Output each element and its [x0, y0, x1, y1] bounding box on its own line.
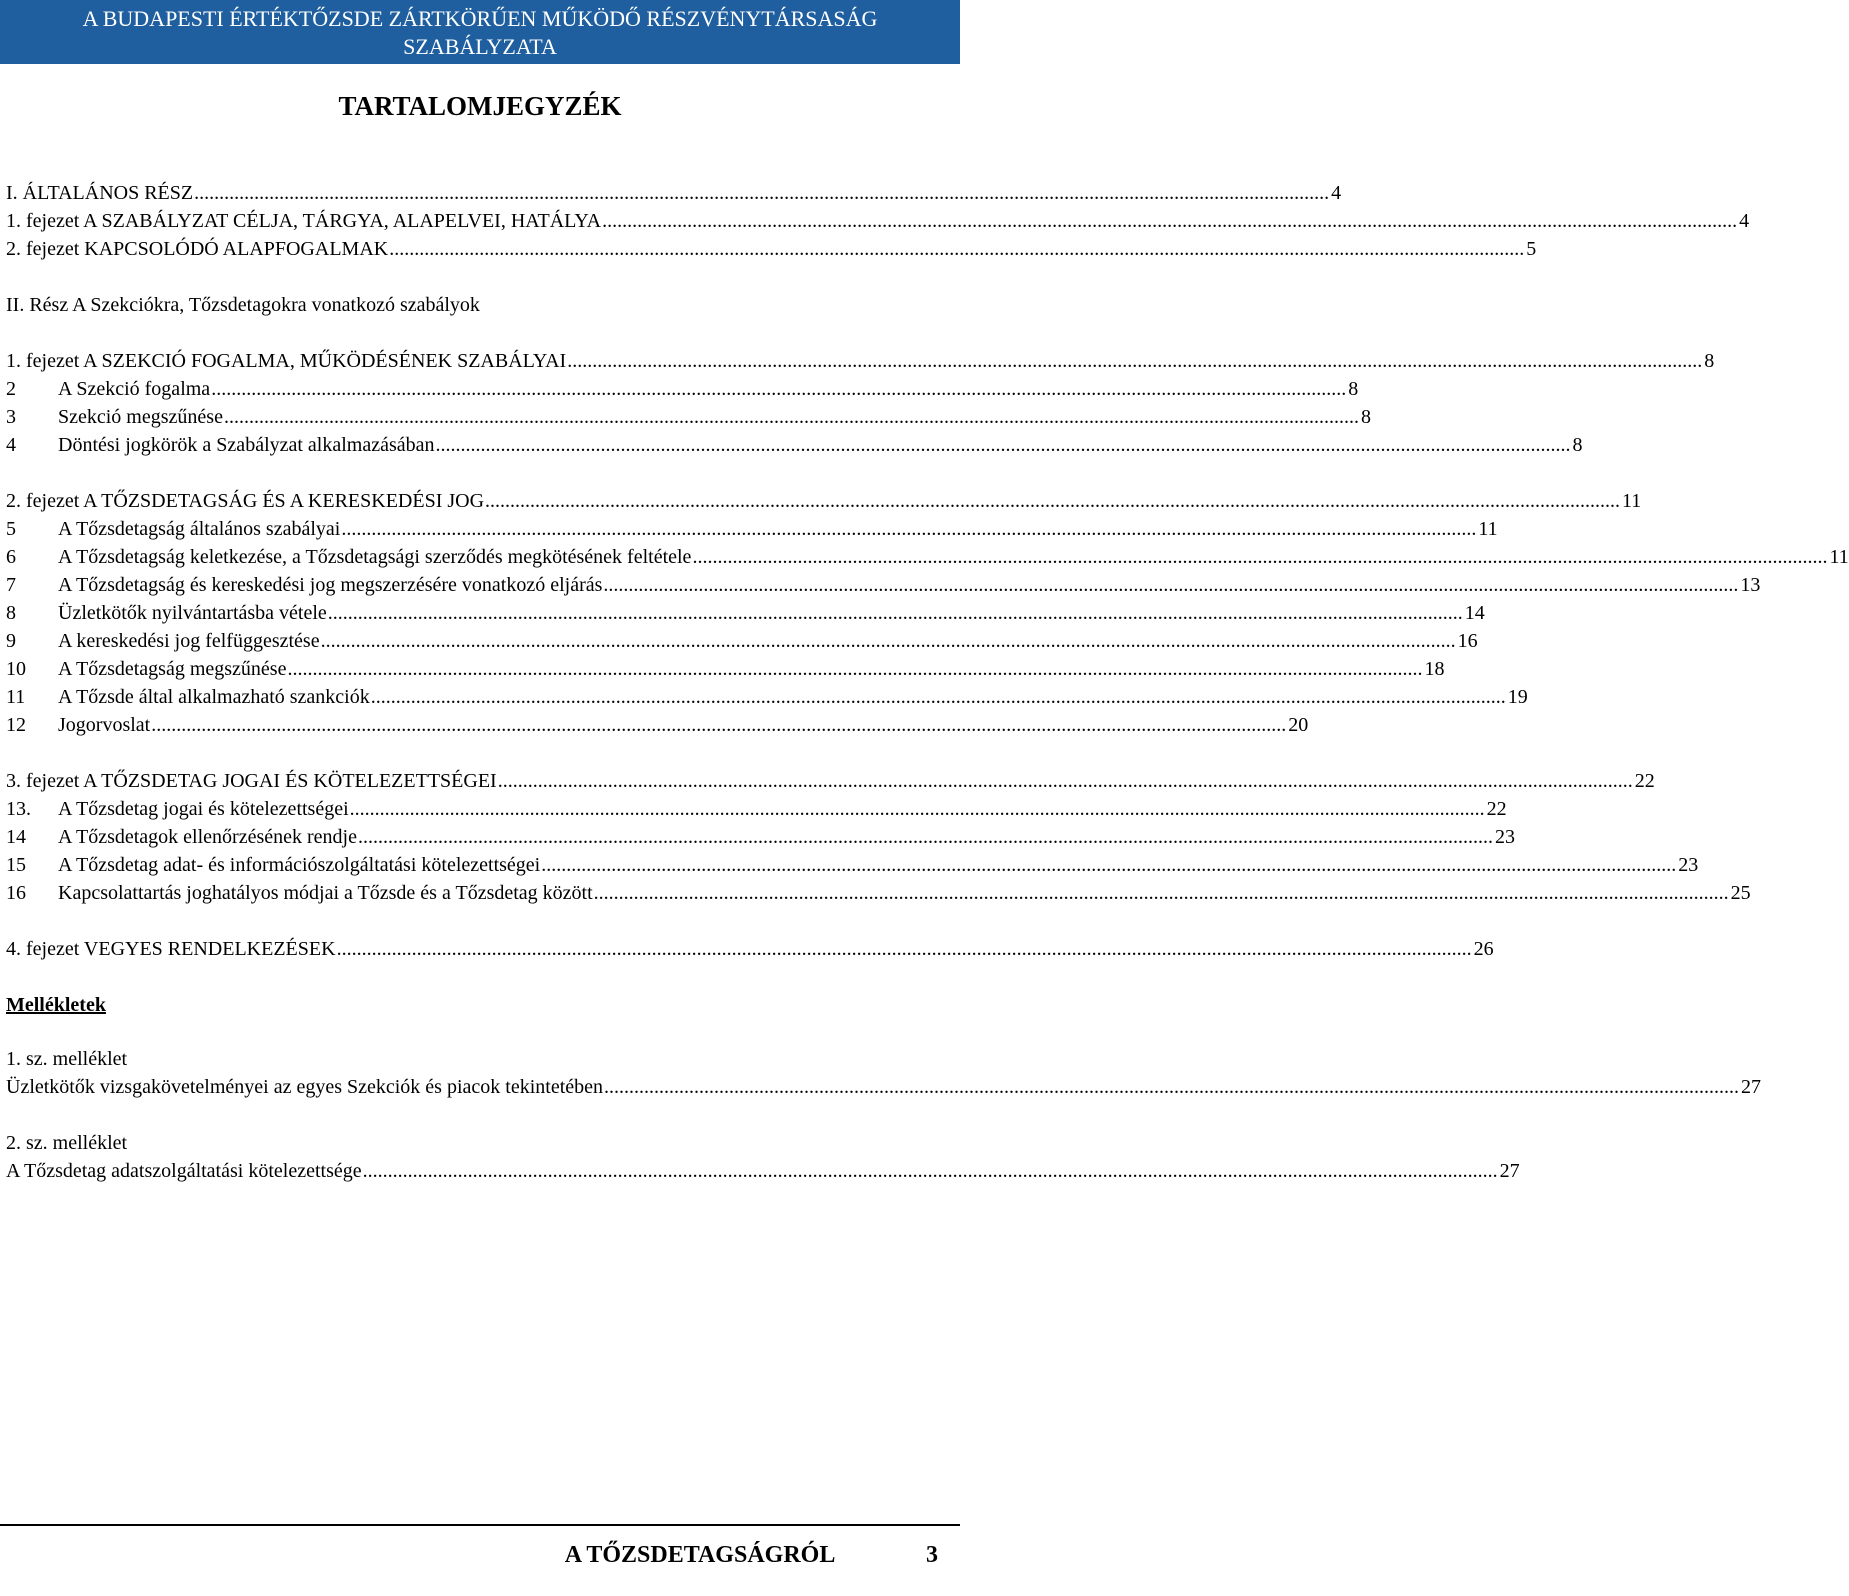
- toc-entry-s2[interactable]: [6, 376, 1359, 402]
- toc-entry-s13[interactable]: [6, 796, 1507, 822]
- dot-leader: [602, 208, 1737, 234]
- toc-entry-text: A Tőzsdetagok ellenőrzésének rendje: [58, 826, 357, 848]
- toc-entry-number: 9: [6, 630, 16, 652]
- toc-title: TARTALOMJEGYZÉK: [338, 91, 622, 121]
- toc-entry-page: 8: [1704, 350, 1715, 372]
- toc-entry-text: 2. fejezet KAPCSOLÓDÓ ALAPFOGALMAK: [6, 238, 389, 260]
- toc-entry-page: 27: [1499, 1160, 1520, 1182]
- toc-entry-page: 8: [1348, 378, 1359, 400]
- footer-divider: [0, 1524, 960, 1526]
- toc-entry-annex2[interactable]: [6, 1158, 1520, 1184]
- toc-entry-number: 13.: [6, 798, 31, 820]
- toc-entry-page: 22: [1634, 770, 1655, 792]
- dot-leader: [389, 236, 1524, 262]
- toc-entry-page: 27: [1741, 1076, 1762, 1098]
- toc-entry-page: 18: [1424, 658, 1445, 680]
- toc-entry-text: Döntési jogkörök a Szabályzat alkalmazásában: [58, 434, 435, 456]
- dot-leader: [151, 712, 1286, 738]
- dot-leader: [594, 880, 1729, 906]
- toc-entry-text: A kereskedési jog felfüggesztése: [58, 630, 320, 652]
- toc-entry-page: 8: [1572, 434, 1583, 456]
- toc-entry-text: A Tőzsdetag adat- és információszolgáltatási kötelezettségei: [58, 854, 541, 876]
- toc-entry-s6[interactable]: [6, 544, 1849, 570]
- toc-entry-s16[interactable]: [6, 880, 1751, 906]
- toc-entry-page: 26: [1473, 938, 1494, 960]
- toc-entry-text: I. ÁLTALÁNOS RÉSZ: [6, 182, 194, 204]
- dot-leader: [541, 852, 1676, 878]
- toc-entry-text: Kapcsolattartás joghatályos módjai a Tőzsde és a Tőzsdetag között: [58, 882, 593, 904]
- toc-entry-text: A Szekció fogalma: [58, 378, 211, 400]
- dot-leader: [287, 656, 1422, 682]
- toc-entry-number: 2: [6, 378, 16, 400]
- toc-entry-number: 11: [6, 686, 26, 708]
- toc-entry-page: 11: [1829, 546, 1849, 568]
- toc-entry-number: 14: [6, 826, 26, 848]
- footer-page-number: 3: [926, 1542, 938, 1568]
- toc-entry-text: A Tőzsdetag adatszolgáltatási kötelezettsége: [6, 1160, 362, 1182]
- toc-entry-page: 4: [1331, 182, 1342, 204]
- toc-entry-page: 20: [1288, 714, 1309, 736]
- toc-entry-ch1-2[interactable]: [6, 236, 1537, 262]
- toc-entry-ch2-2[interactable]: [6, 488, 1642, 514]
- dot-leader: [498, 768, 1633, 794]
- toc-entry-number: 6: [6, 546, 16, 568]
- toc-entry-text: 1. fejezet A SZABÁLYZAT CÉLJA, TÁRGYA, ALAPELVEI, HATÁLYA: [6, 210, 602, 232]
- dot-leader: [321, 628, 1456, 654]
- dot-leader: [371, 684, 1506, 710]
- toc-entry-page: 22: [1486, 798, 1507, 820]
- annexes-heading: Mellékletek: [6, 994, 106, 1016]
- header-title-line2: SZABÁLYZATA: [403, 34, 557, 59]
- toc-entry-text: Üzletkötők vizsgakövetelményei az egyes Szekciók és piacok tekintetében: [6, 1076, 604, 1098]
- toc-entry-number: 10: [6, 658, 26, 680]
- toc-entry-s11[interactable]: [6, 684, 1528, 710]
- toc-entry-ch2-3[interactable]: [6, 768, 1655, 794]
- toc-entry-s10[interactable]: [6, 656, 1445, 682]
- dot-leader: [341, 516, 1476, 542]
- toc-entry-text: 1. fejezet A SZEKCIÓ FOGALMA, MŰKÖDÉSÉNEK SZABÁLYAI: [6, 350, 567, 372]
- toc-entry-text: Szekció megszűnése: [58, 406, 223, 428]
- footer-title: A TŐZSDETAGSÁGRÓL: [564, 1542, 834, 1568]
- toc-entry-annex1[interactable]: [6, 1074, 1762, 1100]
- toc-entry-page: 5: [1526, 238, 1537, 260]
- toc-entry-page: 23: [1678, 854, 1699, 876]
- toc-entry-ch2-4[interactable]: [6, 936, 1494, 962]
- toc-entry-s12[interactable]: [6, 712, 1309, 738]
- dot-leader: [567, 348, 1702, 374]
- toc-entry-s5[interactable]: [6, 516, 1498, 542]
- toc-entry-number: 3: [6, 406, 16, 428]
- toc-entry-page: 14: [1464, 602, 1485, 624]
- toc-entry-text: A Tőzsdetagság általános szabályai: [58, 518, 341, 540]
- dot-leader: [363, 1158, 1498, 1184]
- toc-entry-page: 8: [1360, 406, 1371, 428]
- dot-leader: [603, 572, 1738, 598]
- toc-entry-number: 5: [6, 518, 16, 540]
- dot-leader: [337, 936, 1472, 962]
- toc-entry-ch1-1[interactable]: [6, 208, 1750, 234]
- toc-entry-page: 16: [1457, 630, 1478, 652]
- toc-entry-number: 12: [6, 714, 26, 736]
- dot-leader: [194, 180, 1329, 206]
- toc-entry-number: 7: [6, 574, 16, 596]
- toc-entry-text: A Tőzsdetagság és kereskedési jog megszerzésére vonatkozó eljárás: [58, 574, 603, 596]
- dot-leader: [692, 544, 1827, 570]
- toc-entry-s14[interactable]: [6, 824, 1515, 850]
- toc-entry-text: A Tőzsde által alkalmazható szankciók: [58, 686, 370, 708]
- toc-entry-ch2-1[interactable]: [6, 348, 1715, 374]
- toc-entry-text: A Tőzsdetagság megszűnése: [58, 658, 287, 680]
- dot-leader: [604, 1074, 1739, 1100]
- dot-leader: [328, 600, 1463, 626]
- toc-entry-number: 16: [6, 882, 26, 904]
- toc-entry-text: Jogorvoslat: [58, 714, 151, 736]
- toc-entry-text: Üzletkötők nyilvántartásba vétele: [58, 602, 327, 624]
- header-title-line1: A BUDAPESTI ÉRTÉKTŐZSDE ZÁRTKÖRŰEN MŰKÖDŐ RÉSZVÉNYTÁRSASÁG: [82, 6, 878, 31]
- toc-entry-text: 3. fejezet A TŐZSDETAG JOGAI ÉS KÖTELEZETTSÉGEI: [6, 770, 497, 792]
- toc-entry-part1[interactable]: [6, 180, 1342, 206]
- toc-entry-number: 8: [6, 602, 16, 624]
- toc-entry-page: 25: [1730, 882, 1751, 904]
- document-header-banner: [0, 0, 960, 64]
- toc-entry-s3[interactable]: [6, 404, 1371, 430]
- dot-leader: [436, 432, 1571, 458]
- toc-entry-text: A Tőzsdetag jogai és kötelezettségei: [58, 798, 349, 820]
- dot-leader: [211, 376, 1346, 402]
- toc-entry-number: 15: [6, 854, 26, 876]
- toc-entry-page: 11: [1622, 490, 1642, 512]
- annex1-label: 1. sz. melléklet: [6, 1048, 128, 1070]
- toc-entry-s4[interactable]: [6, 432, 1583, 458]
- toc-entry-s15[interactable]: [6, 852, 1699, 878]
- toc-entry-text: 2. fejezet A TŐZSDETAGSÁG ÉS A KERESKEDÉSI JOG: [6, 490, 485, 512]
- dot-leader: [350, 796, 1485, 822]
- page-footer: [565, 1540, 938, 1570]
- toc-entry-page: 13: [1740, 574, 1761, 596]
- toc-entry-text: A Tőzsdetagság keletkezése, a Tőzsdetagsági szerződés megkötésének feltétele: [58, 546, 692, 568]
- toc-entry-page: 19: [1507, 686, 1528, 708]
- dot-leader: [224, 404, 1359, 430]
- toc-entry-s7[interactable]: [6, 572, 1761, 598]
- toc-entry-page: 4: [1739, 210, 1750, 232]
- toc-entry-page: 23: [1494, 826, 1515, 848]
- annex2-label: 2. sz. melléklet: [6, 1132, 128, 1154]
- toc-entry-s9[interactable]: [6, 628, 1478, 654]
- toc-entry-page: 11: [1478, 518, 1498, 540]
- toc-entry-s8[interactable]: [6, 600, 1485, 626]
- toc-part2-heading[interactable]: II. Rész A Szekciókra, Tőzsdetagokra vonatkozó szabályok: [6, 294, 480, 316]
- dot-leader: [485, 488, 1620, 514]
- toc-entry-text: 4. fejezet VEGYES RENDELKEZÉSEK: [6, 938, 336, 960]
- toc-entry-number: 4: [6, 434, 16, 456]
- dot-leader: [358, 824, 1493, 850]
